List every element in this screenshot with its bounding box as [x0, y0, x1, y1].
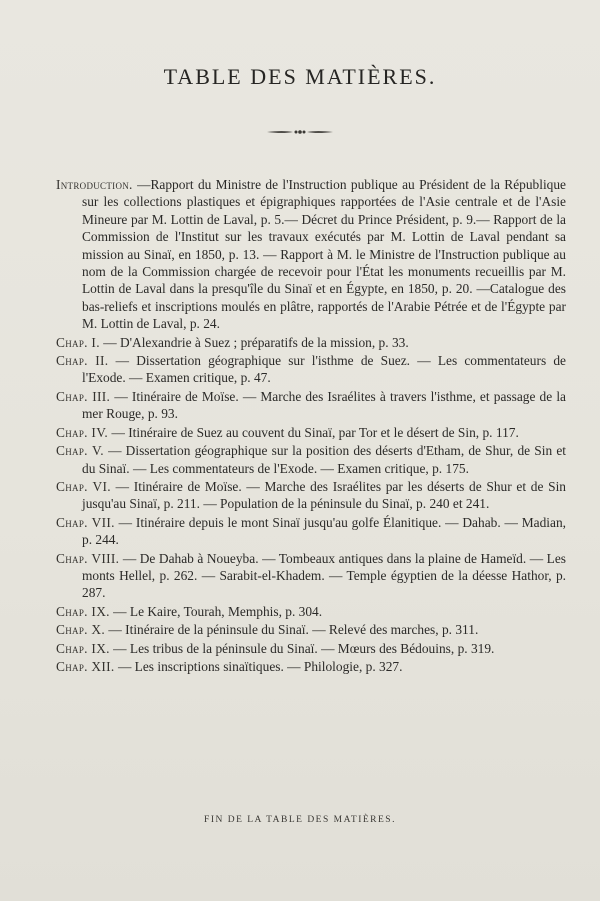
title-ornament	[0, 128, 600, 136]
toc-entry-label: Chap. I.	[56, 334, 100, 350]
toc-entry-label: Chap. II.	[56, 353, 109, 369]
toc-entry-label: Chap. V.	[56, 443, 104, 459]
end-of-table-note: FIN DE LA TABLE DES MATIÈRES.	[204, 815, 396, 825]
toc-entry	[56, 514, 566, 549]
toc-entry-text: — Les inscriptions sinaïtiques. — Philologie, p. 327.	[117, 658, 403, 674]
toc-entry	[56, 478, 566, 513]
toc-entry	[56, 176, 566, 333]
toc-entry-text: — Dissertation géographique sur la position des déserts d'Etham, de Shur, de Sin et du Sinaï. — Les commentateurs de l'Exode. — Examen critique, p. 175.	[82, 443, 566, 476]
toc-entry-text: — Itinéraire de la péninsule du Sinaï. — Relevé des marches, p. 311.	[108, 622, 479, 638]
toc-entry-text: — Les tribus de la péninsule du Sinaï. — Mœurs des Bédouins, p. 319.	[113, 640, 495, 656]
toc-entry-text: — Itinéraire de Moïse. — Marche des Israélites par les déserts de Shur et de Sin jusqu'au Sinaï, p. 211. — Population de la péninsule du Sinaï, p. 240 et 241.	[82, 478, 566, 512]
toc-entry-text: —Rapport du Ministre de l'Instruction publique au Président de la République sur les collections plastiques et épigraphiques rapportées de l'Asie centrale et de l'Asie Mineure par M. Lottin de Laval, p. 5.— Décret du Prince Président, p. 9.— Rapport de la Commission de l'Institut sur les travaux exécutés par M. Lottin de Laval pendant sa mission au Sinaï, en 1850, p. 13. — Rapport à M. le Ministre de l'Instruction publique au nom de la Commission chargée de recevoir pour l'État les monuments recueillis par M. Lottin de Laval dans la presqu'île du Sinaï et en Égypte, en 1850, p. 20. —Catalogue des bas-reliefs et inscriptions moulés en plâtre, rapportés de l'Arabie Pétrée et de l'Égypte par M. Lottin de Laval, p. 24.	[82, 177, 566, 332]
toc-entry-text: — D'Alexandrie à Suez ; préparatifs de la mission, p. 33.	[103, 334, 409, 350]
toc-entry-label: Chap. VII.	[56, 514, 115, 530]
toc-entry	[56, 424, 566, 441]
toc-entry	[56, 352, 566, 387]
toc-entry-text: — Itinéraire de Moïse. — Marche des Israélites à travers l'isthme, et passage de la mer Rouge, p. 93.	[82, 388, 566, 422]
toc-entry	[56, 442, 566, 477]
toc-entry-text: — Itinéraire de Suez au couvent du Sinaï, par Tor et le désert de Sin, p. 117.	[111, 424, 519, 440]
toc-entry-text: — De Dahab à Noueyba. — Tombeaux antiques dans la plaine de Hameïd. — Les monts Hellel, p. 262. — Sarabit-el-Khadem. — Temple égyptien de la déesse Hathor, p. 287.	[82, 550, 567, 601]
toc-entry	[56, 334, 566, 351]
toc-entry	[56, 388, 566, 423]
toc-entry	[56, 550, 566, 602]
toc-entry	[56, 640, 566, 657]
toc-entry-label: Chap. III.	[56, 388, 111, 404]
page-title: TABLE DES MATIÈRES.	[163, 64, 437, 89]
toc-entry-label: Chap. IV.	[56, 424, 109, 440]
toc-entry-text: — Dissertation géographique sur l'isthme de Suez. — Les commentateurs de l'Exode. — Examen critique, p. 47.	[82, 353, 566, 386]
toc-entry-label: Chap. VI.	[56, 478, 111, 494]
toc-entry-label: Introduction.	[56, 177, 133, 192]
toc-entry	[56, 621, 566, 638]
toc-entry	[56, 603, 566, 620]
toc-entry-label: Chap. IX.	[56, 603, 110, 619]
toc-entry-label: Chap. XII.	[56, 658, 115, 674]
toc-entry-label: Chap. X.	[56, 622, 106, 638]
ornament-rule-icon	[265, 128, 335, 136]
toc-entry-text: — Le Kaire, Tourah, Memphis, p. 304.	[113, 603, 323, 619]
toc-entry	[56, 658, 566, 675]
table-of-contents	[56, 176, 566, 675]
toc-entry-label: Chap. IX.	[56, 640, 110, 656]
toc-entry-label: Chap. VIII.	[56, 550, 120, 566]
toc-entry-text: — Itinéraire depuis le mont Sinaï jusqu'au golfe Élanitique. — Dahab. — Madian, p. 244.	[82, 514, 566, 548]
